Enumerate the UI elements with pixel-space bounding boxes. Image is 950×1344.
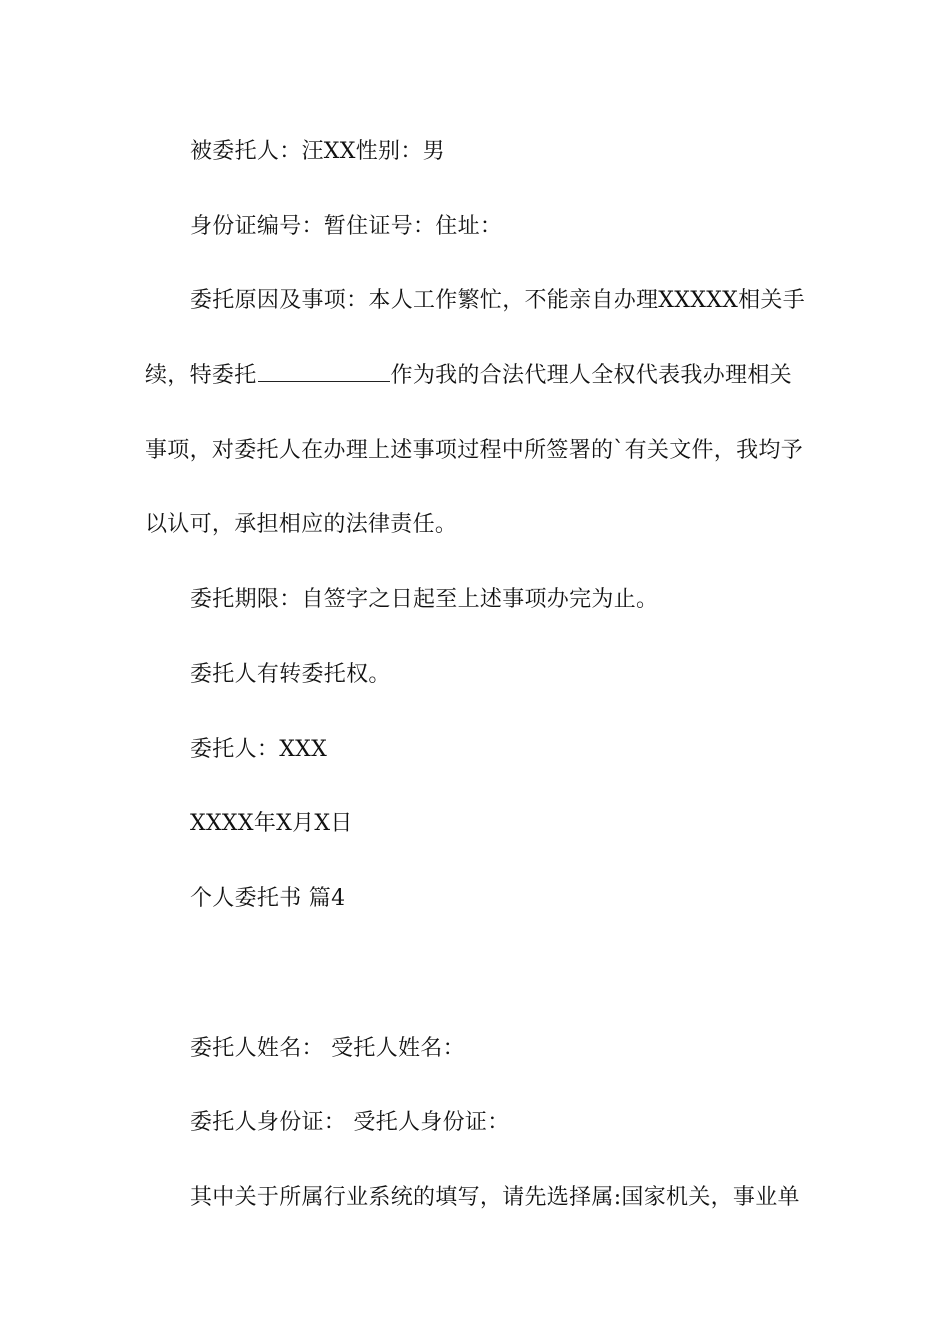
trustee-name-gender-line: 被委托人：汪XX性别：男 [190,139,445,164]
sub-entrust-right-line: 委托人有转委托权。 [190,662,391,687]
principal-signature-line: 委托人：XXX [190,737,328,762]
entrust-agent-line [145,361,792,391]
section-title: 个人委托书 篇4 [190,886,346,911]
signed-documents-line: 事项，对委托人在办理上述事项过程中所签署的`有关文件，我均予 [145,438,804,463]
industry-system-line: 其中关于所属行业系统的填写，请先选择属:国家机关，事业单 [190,1185,800,1210]
entrust-period-line: 委托期限：自签字之日起至上述事项办完为止。 [190,587,659,612]
entrust-agent-prefix: 续，特委托 [145,363,257,388]
names-line: 委托人姓名： 受托人姓名： [190,1036,465,1061]
legal-responsibility-line: 以认可，承担相应的法律责任。 [145,512,458,537]
id-cards-line: 委托人身份证： 受托人身份证： [190,1110,510,1135]
id-number-address-line: 身份证编号：暂住证号：住址： [190,214,503,239]
agent-name-blank [258,361,390,382]
entrust-reason-line: 委托原因及事项：本人工作繁忙，不能亲自办理XXXXX相关手 [190,288,806,313]
entrust-agent-suffix: 作为我的合法代理人全权代表我办理相关 [390,363,792,388]
date-line: XXXX年X月X日 [190,811,353,836]
